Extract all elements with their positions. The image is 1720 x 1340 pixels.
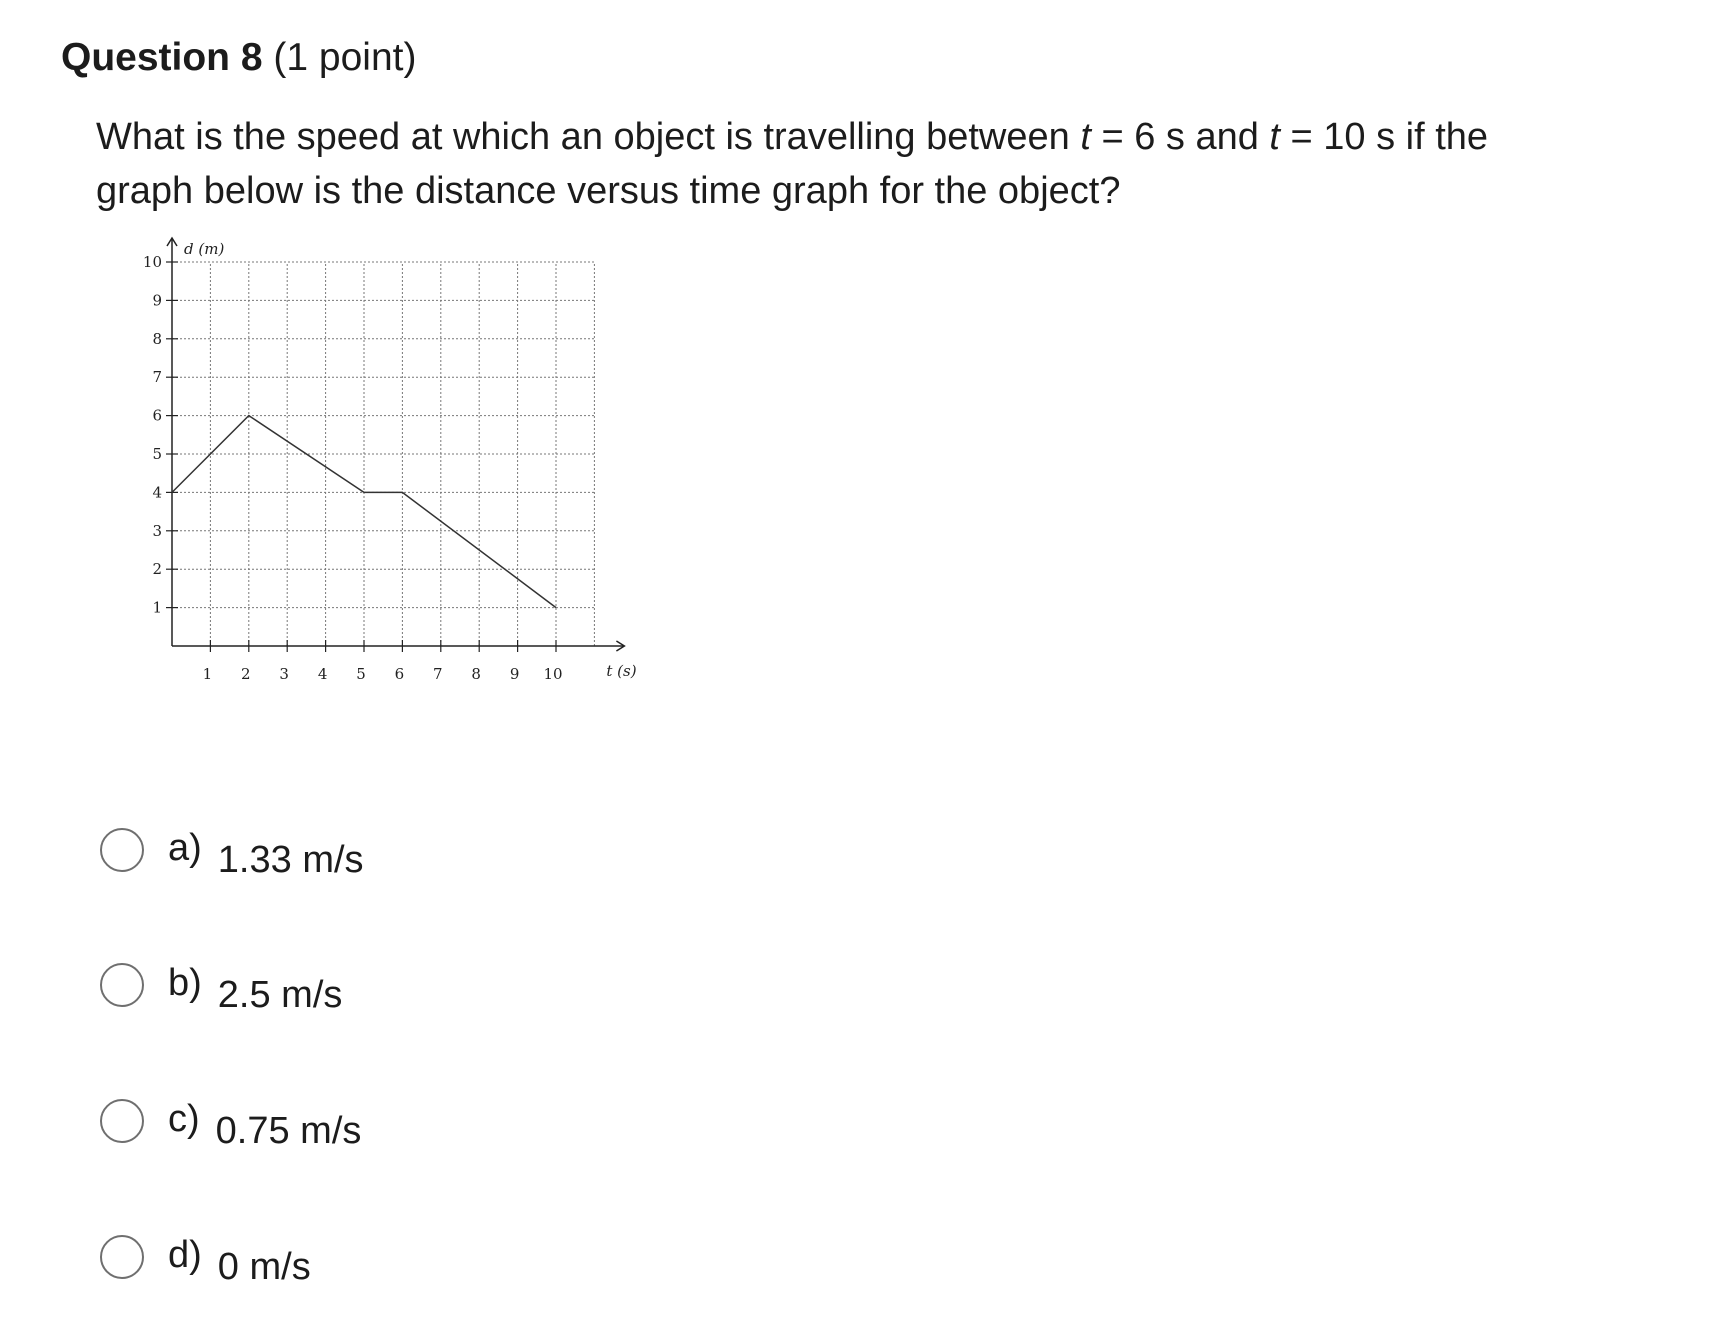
option-b-value: 2.5 m/s	[217, 973, 343, 1016]
question-title: Question 8	[61, 36, 263, 79]
y-tick-label: 3	[152, 521, 162, 540]
option-d[interactable]	[100, 1227, 311, 1287]
option-a-value: 1.33 m/s	[217, 838, 364, 881]
question-text-part3: = 10 s if the graph below is the distance versus time graph for the object?	[96, 116, 1489, 212]
distance-time-graph	[120, 240, 640, 722]
x-tick-label: 8	[471, 665, 481, 683]
option-d-value: 0 m/s	[217, 1245, 311, 1288]
radio-button-c[interactable]	[100, 1099, 144, 1143]
question-text-var2: t	[1269, 116, 1280, 158]
option-a[interactable]	[100, 820, 364, 880]
y-tick-label: 8	[152, 329, 162, 348]
option-b[interactable]	[100, 955, 342, 1015]
question-header	[61, 34, 416, 82]
radio-button-d[interactable]	[100, 1235, 144, 1279]
y-tick-label: 5	[152, 445, 162, 463]
y-axis-label: d (m)	[184, 240, 225, 258]
option-d-letter: d)	[168, 1233, 202, 1276]
x-tick-label: 10	[543, 665, 563, 683]
question-text-part2: = 6 s and	[1090, 116, 1270, 158]
option-c-value: 0.75 m/s	[215, 1109, 362, 1152]
radio-button-b[interactable]	[100, 963, 144, 1007]
y-tick-label: 2	[152, 560, 162, 579]
question-text	[96, 110, 1576, 218]
x-tick-label: 7	[433, 665, 443, 683]
y-tick-label: 9	[152, 291, 162, 310]
question-text-var1: t	[1080, 116, 1091, 158]
option-c-letter: c)	[168, 1097, 200, 1140]
x-tick-label: 4	[317, 665, 328, 683]
y-tick-label: 6	[152, 406, 162, 425]
x-tick-label: 3	[279, 665, 289, 683]
x-tick-label: 6	[394, 665, 405, 683]
option-a-letter: a)	[168, 826, 202, 869]
y-tick-label: 4	[152, 483, 162, 502]
question-text-part1: What is the speed at which an object is travelling between	[96, 116, 1081, 158]
y-tick-label: 7	[152, 368, 162, 387]
y-tick-label: 10	[142, 253, 162, 271]
option-b-letter: b)	[168, 961, 202, 1004]
x-tick-label: 5	[356, 665, 366, 683]
radio-button-a[interactable]	[100, 828, 144, 872]
x-tick-label: 2	[241, 665, 251, 683]
x-tick-label: 9	[509, 665, 520, 683]
question-points: (1 point)	[273, 36, 417, 79]
x-axis-label: t (s)	[606, 662, 637, 680]
y-tick-label: 1	[152, 598, 162, 617]
x-tick-label: 1	[202, 665, 213, 683]
option-c[interactable]	[100, 1091, 361, 1151]
